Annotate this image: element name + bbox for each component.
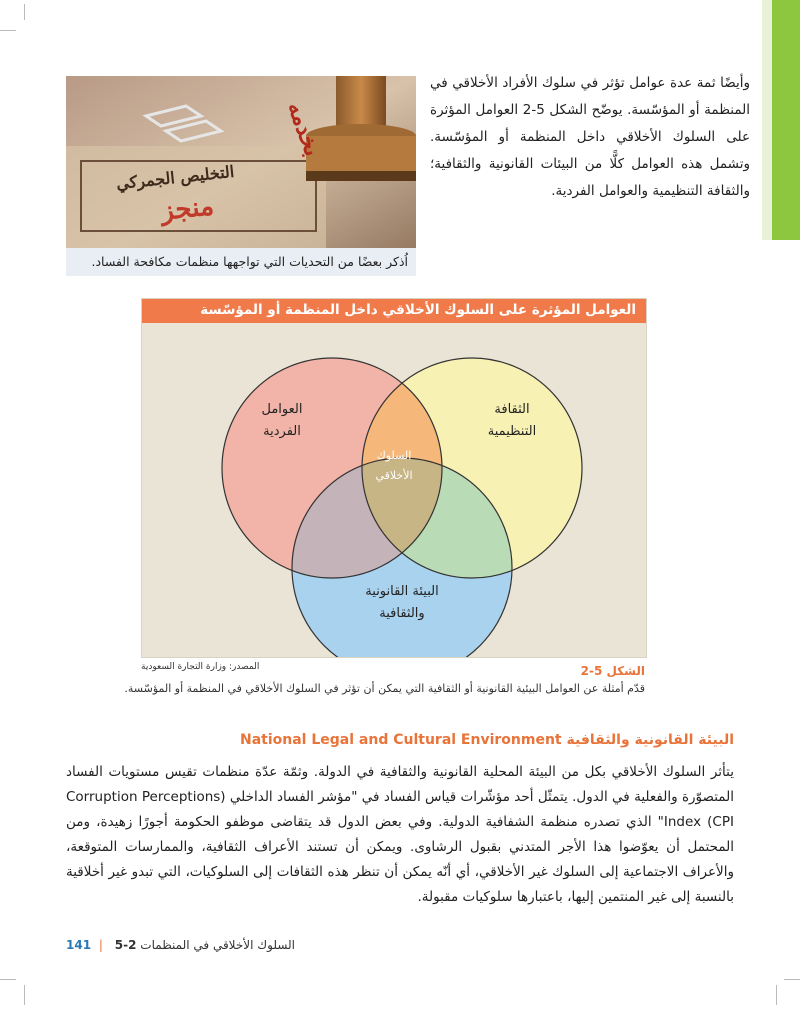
customs-stamp-photo (66, 76, 416, 276)
section-heading: البيئة القانونية والثقافية National Legal and Cultural Environment (239, 732, 734, 748)
crop-mark (0, 30, 16, 31)
figure-number: الشكل 5-2 (580, 664, 645, 678)
label-organizational: الثقافة التنظيمية (487, 402, 537, 439)
intro-paragraph: وأيضًا ثمة عدة عوامل تؤثر في سلوك الأفراد الأخلاقي في المنظمة أو المؤسّسة. يوضّح الشكل 5-2 العوامل المؤثرة على السلوك الأخلاقي داخل المنظمة أو المؤسّسة. وتشمل هذه العوامل كلًّا من البيئات القانونية والثقافية؛ والثقافة التنظيمية والعوامل الفردية. (430, 75, 751, 199)
page-number: 141 (66, 938, 92, 952)
stamp-text-done: منجز (159, 191, 216, 227)
venn-figure (141, 298, 647, 658)
figure-source: المصدر: وزارة التجارة السعودية (141, 662, 260, 672)
footer-chapter-number: 2-5 (114, 938, 137, 952)
figure-description: قدّم أمثلة عن العوامل البيئية القانونية أو الثقافية التي يمكن أن تؤثر في السلوك الأخلاقي في المنظمة أو المؤسّسة. (124, 682, 645, 695)
crop-mark (24, 4, 25, 20)
chapter-tab (772, 0, 800, 240)
crop-mark (784, 979, 800, 980)
label-ethical-behavior: السلوك الأخلاقي (375, 449, 413, 482)
footer-chapter-title: السلوك الأخلاقي في المنظمات (140, 938, 296, 952)
crop-mark (24, 985, 25, 1005)
footer-separator: | (98, 938, 103, 952)
crop-mark (0, 979, 16, 980)
page-footer (66, 938, 295, 952)
stamp-text-customs: التخليص الجمركي (115, 161, 236, 194)
stamp-text-red: بخدمه (282, 98, 326, 160)
label-individual: العوامل الفردية (261, 402, 303, 439)
section-body: يتأثر السلوك الأخلاقي بكل من البيئة المحلية القانونية والثقافية في الدولة. وثمّة عدّة منظمات تقيس مستويات الفساد المتصوّرة والفعلية في الدول. يتمثّل أحد مؤشّرات قياس الفساد في "مؤشر الفساد الداخلي (Corruption Perceptions Index (CPI" الذي تصدره منظمة الشفافية الدولية. وفي بعض الدول قد يتقاضى موظفو الحكومة أجورًا زهيدة، ومن المحتمل أن يعوّضوا هذا الأجر المتدني بقبول الرشاوى. ويمكن أن تستند الأعراف الثقافية، والممارسات المتوقعة، والأعراف الاجتماعية إلى السلوك غير الأخلاقي، أي أنّه يمكن أن تنظر هذه الثقافات إلى السلوكيات، التي تبدو غير أخلاقية بالنسبة إلى غير المنتمين إليها، باعتبارها سلوكيات مقبولة. (66, 764, 734, 905)
photo-caption: اُذكر بعضًا من التحديات التي تواجهها منظمات مكافحة الفساد. (66, 248, 416, 276)
label-legal: البيئة القانونية والثقافية (365, 584, 439, 621)
figure-title: العوامل المؤثرة على السلوك الأخلاقي داخل المنظمة أو المؤسّسة (142, 299, 646, 323)
crop-mark (776, 985, 777, 1005)
